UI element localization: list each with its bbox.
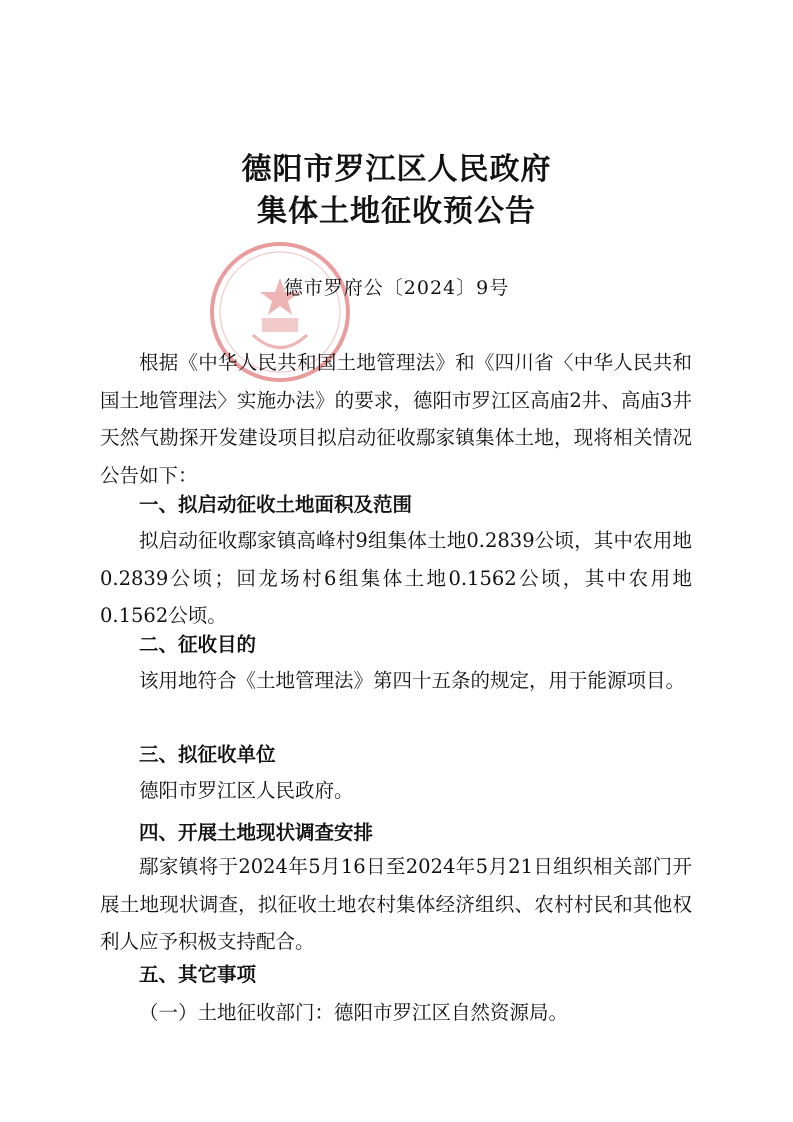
section-heading-5: 五、其它事项 [139, 963, 257, 986]
section-text-4: 鄢家镇将于2024年5月16日至2024年5月21日组织相关部门开展土地现状调查，拟征收土地农村集体经济组织、农村村民和其他权利人应予积极支持配合。 [100, 855, 692, 953]
section-text-5: （一）土地征收部门：德阳市罗江区自然资源局。 [139, 1001, 569, 1024]
section-body-4 [100, 848, 692, 961]
section-text-3: 德阳市罗江区人民政府。 [139, 779, 354, 802]
section-text-1: 拟启动征收鄢家镇高峰村9组集体土地0.2839公顷，其中农用地0.2839公顷；回龙场村6组集体土地0.1562公顷，其中农用地0.1562公顷。 [100, 529, 692, 627]
section-body-3 [100, 772, 692, 810]
section-heading-4: 四、开展土地现状调查安排 [139, 821, 374, 844]
section-heading-2: 二、征收目的 [139, 633, 257, 656]
intro-paragraph [100, 344, 692, 494]
section-text-2: 该用地符合《土地管理法》第四十五条的规定，用于能源项目。 [139, 669, 686, 692]
intro-text: 根据《中华人民共和国土地管理法》和《四川省〈中华人民共和国土地管理法〉实施办法》的要求，德阳市罗江区高庙2井、高庙3井天然气勘探开发建设项目拟启动征收鄢家镇集体土地，现将相关情况公告如下： [100, 351, 692, 487]
section-heading-3: 三、拟征收单位 [139, 743, 276, 766]
section-heading-1: 一、拟启动征收土地面积及范围 [139, 493, 413, 516]
document-title-line2: 集体土地征收预公告 [257, 194, 536, 229]
section-body-2 [100, 662, 692, 700]
document-number: 德市罗府公〔2024〕9号 [283, 277, 510, 299]
document-title-line1: 德阳市罗江区人民政府 [241, 152, 552, 187]
section-body-5 [100, 994, 692, 1032]
section-body-1 [100, 522, 692, 635]
